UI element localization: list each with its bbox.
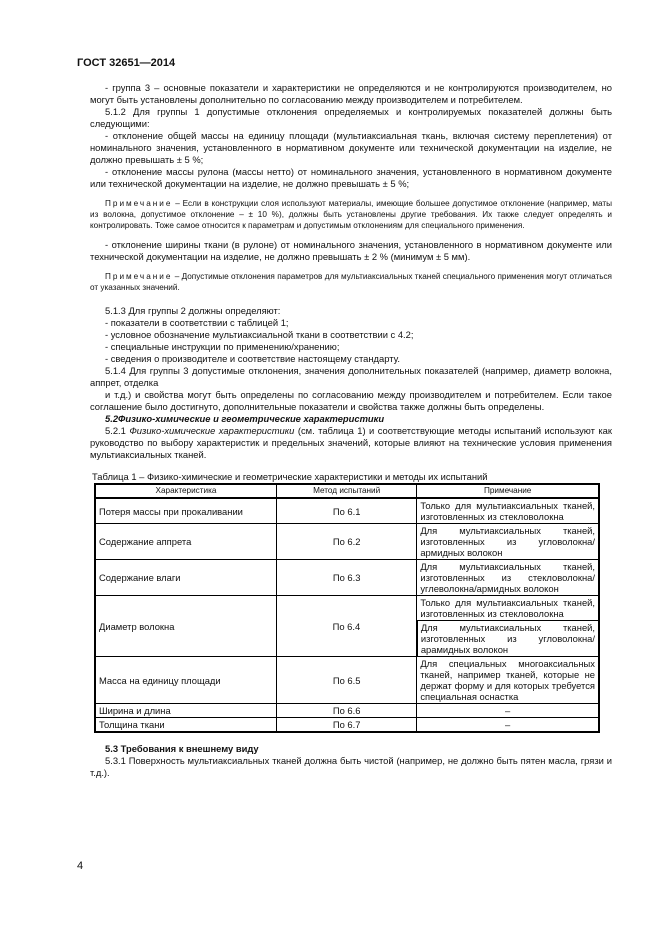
table-cell: – [417,704,599,718]
table-cell: Для специальных многоаксиальных тканей, например тканей, которые не держат форму и для которых требуется специальная оснастка [417,657,599,704]
table-cell: Только для мультиаксиальных тканей, изготовленных из стекловолокна [417,498,599,524]
paragraph: 5.1.4 Для группы 3 допустимые отклонения, значения дополнительных показателей (например, диаметр волокна, аппрет, отделка [90,365,612,388]
note [90,271,612,293]
note-text: – Если в конструкции слоя используют материалы, имеющие большее допустимое отклонение (например, маты из волокна, допустимое отклонение – ± 10 %), должны быть установлены другие требования. Их также следует определять и контролировать. Тоже самое относится к параметрам и допустимым отклонениям для специального применения. [90,199,612,230]
table-cell: По 6.3 [276,560,416,596]
paragraph: 5.1.2 Для группы 1 допустимые отклонения определяемых и контролируемых показателей должны быть следующими: [90,106,612,129]
table-row [95,524,599,560]
table-cell: Толщина ткани [95,718,276,733]
table-cell: Ширина и длина [95,704,276,718]
paragraph: 5.3.1 Поверхность мультиаксиальных тканей должна быть чистой (например, не должно быть пятен масла, грязи и т.д.). [90,755,612,778]
list-item: - условное обозначение мультиаксиальной ткани в соответствии с 4.2; [105,329,414,340]
table-row [95,657,599,704]
clause-number: 5.2.1 [105,425,130,436]
note-label: Примечание [105,272,173,281]
page-number: 4 [77,860,84,872]
table-cell: Масса на единицу площади [95,657,276,704]
section-heading: 5.3 Требования к внешнему виду [105,743,259,754]
paragraph: - отклонение ширины ткани (в рулоне) от номинального значения, установленного в нормативном документе или технической документации на изделие, не должно превышать ± 2 % (минимум ± 5 мм). [90,239,612,262]
italic-term: Физико-химические характеристики [129,425,295,436]
table-cell: По 6.6 [276,704,416,718]
col-header: Характеристика [95,484,276,498]
table-cell: По 6.7 [276,718,416,733]
paragraph: 5.1.3 Для группы 2 должны определяют: [105,305,281,316]
table-row [95,498,599,524]
col-header: Примечание [417,484,599,498]
table-cell: Содержание аппрета [95,524,276,560]
paragraph: - отклонение массы рулона (массы нетто) от номинального значения, установленного в нормативном документе или технической документации на изделие, не должно превышать ± 5 %; [90,166,612,189]
document-header: ГОСТ 32651—2014 [77,57,176,69]
list-item: - показатели в соответствии с таблицей 1; [105,317,289,328]
paragraph: - группа 3 – основные показатели и характеристики не определяются и не контролируются производителем, но могут быть установлены дополнительно по согласованию между производителем и потребителем. [90,82,612,105]
paragraph-text: (см. таблица 1) и соответствующие методы испытаний используют как руководство по выбору характеристик и предельных значений, которые влияют на технические условия применения мультиаксиальных тканей. [90,425,612,460]
table-row [95,718,599,733]
table-cell: По 6.4 [276,596,416,657]
paragraph: и т.д.) и свойства могут быть определены по согласованию между производителем и потребителем. Если такое соглашение было достигнуто, дополнительные показатели и свойства также должны быть определены. [90,389,612,412]
paragraph [90,425,612,461]
table-header-row [95,484,599,498]
table-row [95,704,599,718]
list-item: - сведения о производителе и соответствие настоящему стандарту. [105,353,400,364]
table-cell: Содержание влаги [95,560,276,596]
paragraph: - отклонение общей массы на единицу площади (мультиаксиальная ткань, включая систему переплетения) от номинального значения, установленного в нормативном документе или технической документации на изделие, не должно превышать ± 5 %; [90,130,612,165]
table-cell: – [417,718,599,733]
table-cell: Для мультиаксиальных тканей, изготовленных из угловолокна/армидных волокон [417,524,599,560]
note-label: Примечание [105,199,173,208]
table-cell: По 6.5 [276,657,416,704]
table-cell: По 6.2 [276,524,416,560]
table-cell: Диаметр волокна [95,596,276,657]
characteristics-table [94,483,600,733]
list-item: - специальные инструкции по применению/хранению; [105,341,340,352]
document-body [90,82,612,779]
table-row [95,596,599,621]
table-cell: Только для мультиаксиальных тканей, изготовленных из стекловолокна [417,596,599,621]
table-cell: По 6.1 [276,498,416,524]
table-cell: Потеря массы при прокаливании [95,498,276,524]
table-cell: Для мультиаксиальных тканей, изготовленных из угловолокна/арамидных волокон [417,621,599,657]
table-row [95,560,599,596]
table-caption: Таблица 1 – Физико-химические и геометрические характеристики и методы их испытаний [92,471,488,482]
note [90,198,612,231]
note-text: – Допустимые отклонения параметров для мультиаксиальных тканей специального применения могут отличаться от указанных значений. [90,272,612,292]
col-header: Метод испытаний [276,484,416,498]
section-heading: 5.2Физико-химические и геометрические характеристики [105,413,385,424]
table-cell: Для мультиаксиальных тканей, изготовленных из стекловолокна/углеволокна/армидных волокон [417,560,599,596]
